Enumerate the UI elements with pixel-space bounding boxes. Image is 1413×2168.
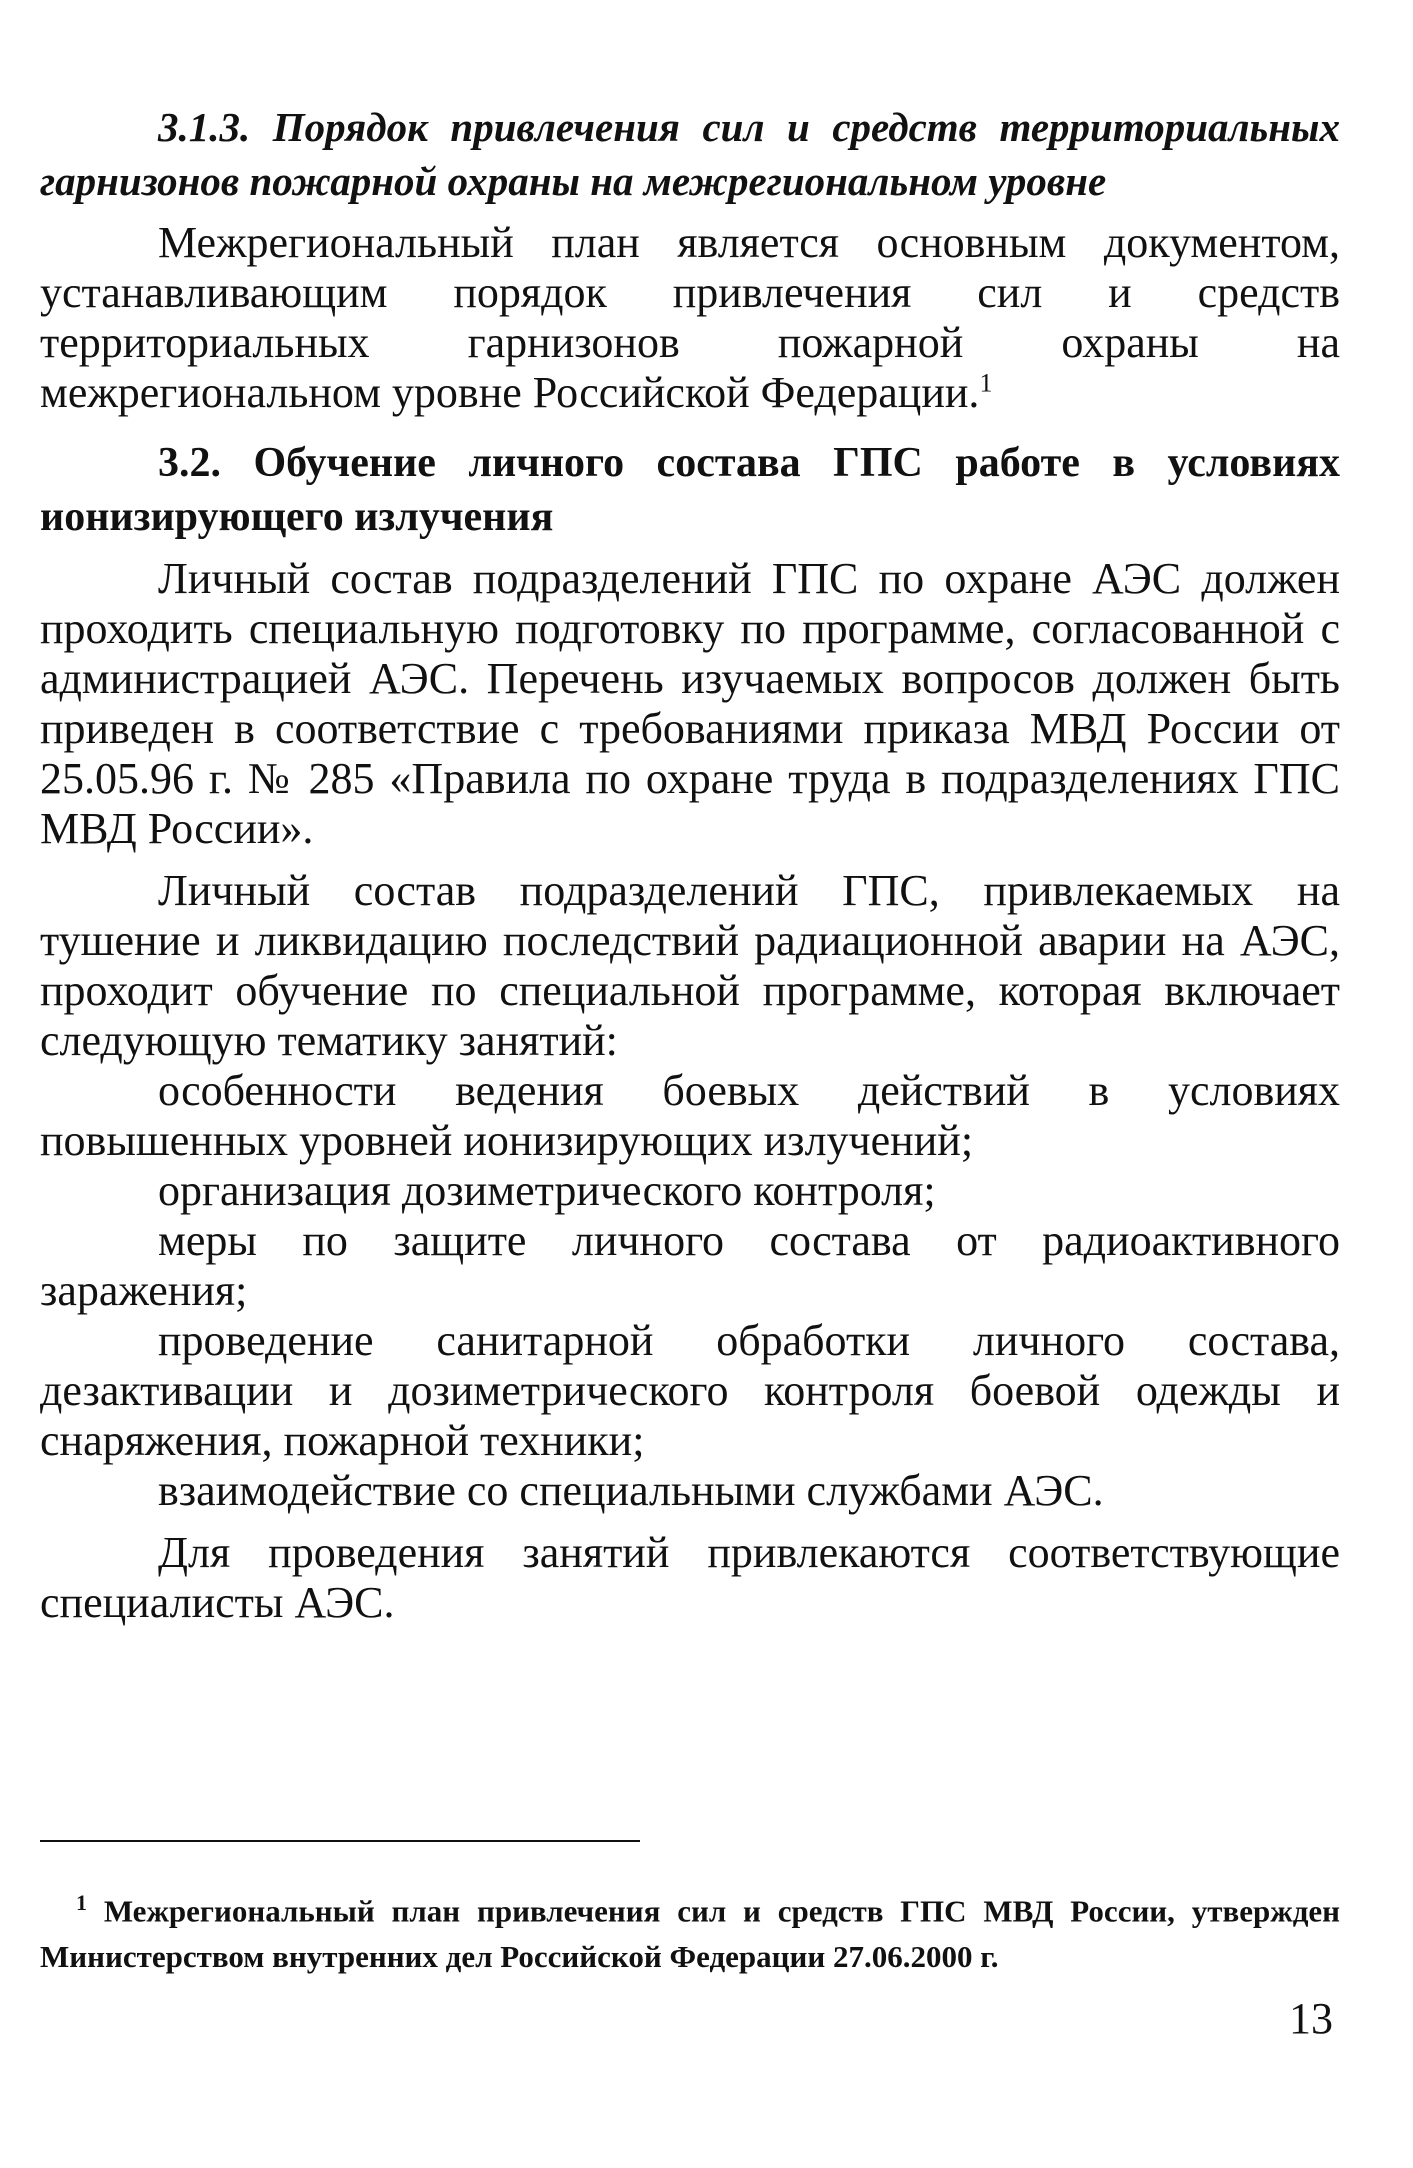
topic-item: взаимодействие со специальными службами АЭС. bbox=[158, 1466, 1104, 1515]
page-number: 13 bbox=[1289, 1994, 1333, 2043]
closing-paragraph: Для проведения занятий привлекаются соответствующие специалисты АЭС. bbox=[40, 1528, 1340, 1627]
footnote-reference[interactable]: 1 bbox=[979, 368, 993, 398]
topic-item: проведение санитарной обработки личного состава, дезактивации и дозиметрического контроля боевой одежды и снаряжения, пожарной техники; bbox=[40, 1316, 1340, 1465]
topic-item: организация дозиметрического контроля; bbox=[158, 1166, 936, 1215]
topic-item: меры по защите личного состава от радиоактивного заражения; bbox=[40, 1216, 1340, 1315]
footnote-divider bbox=[40, 1840, 640, 1842]
subsection-paragraph-text: Межрегиональный план является основным документом, устанавливающим порядок привлечения сил и средств территориальных гарнизонов пожарной охраны на межрегиональном уровне Российской Федерации. bbox=[40, 218, 1340, 417]
section-heading: 3.2. Обучение личного состава ГПС работе в условиях ионизирующего излучения bbox=[40, 440, 1340, 540]
footnote bbox=[40, 1880, 1340, 1980]
subsection-paragraph bbox=[40, 218, 1340, 418]
footnote-text: Межрегиональный план привлечения сил и средств ГПС МВД России, утвержден Министерством внутренних дел Российской Федерации 27.06.2000 г. bbox=[40, 1893, 1340, 1975]
subsection-heading: 3.1.3. Порядок привлечения сил и средств территориальных гарнизонов пожарной охраны на межрегиональном уровне bbox=[40, 104, 1340, 204]
footnote-mark: 1 bbox=[76, 1890, 87, 1915]
section-paragraph-2: Личный состав подразделений ГПС, привлекаемых на тушение и ликвидацию последствий радиационной аварии на АЭС, проходит обучение по специальной программе, которая включает следующую тематику занятий: bbox=[40, 866, 1340, 1065]
topic-item: особенности ведения боевых действий в условиях повышенных уровней ионизирующих излучений; bbox=[40, 1066, 1340, 1165]
page-body bbox=[40, 100, 1340, 1628]
section-paragraph-1: Личный состав подразделений ГПС по охране АЭС должен проходить специальную подготовку по программе, согласованной с администрацией АЭС. Перечень изучаемых вопросов должен быть приведен в соответствие с требованиями приказа МВД России от 25.05.96 г. № 285 «Правила по охране труда в подразделениях ГПС МВД России». bbox=[40, 554, 1340, 853]
